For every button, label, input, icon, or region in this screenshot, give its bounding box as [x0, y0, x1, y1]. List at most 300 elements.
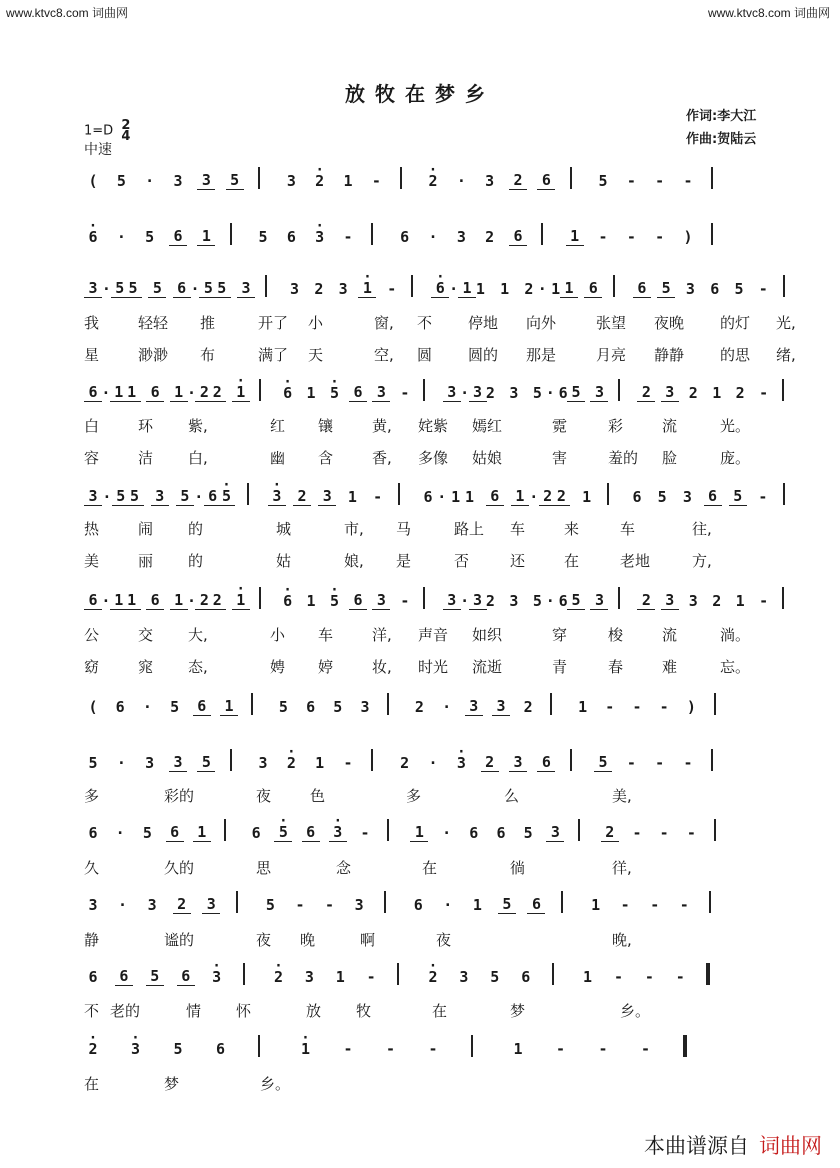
lyric-syllable: 霓	[552, 417, 568, 435]
note: 1	[343, 172, 353, 190]
note: 6	[537, 171, 555, 190]
lyric-syllable: 害	[552, 449, 568, 467]
lyric-syllable: 牧	[356, 1002, 372, 1020]
barline	[783, 483, 785, 505]
score-row	[80, 478, 768, 508]
note: 2	[173, 895, 191, 914]
sustain-dash: -	[626, 754, 636, 772]
lyric-syllable: 绪,	[776, 346, 796, 364]
note: 5	[657, 279, 675, 298]
lyric-syllable: 窈	[84, 658, 100, 676]
note: 1	[451, 488, 461, 506]
lyric-syllable: 流	[662, 417, 678, 435]
lyric-syllable: 马	[396, 520, 412, 538]
lyric-syllable: 多	[84, 787, 100, 805]
note: 1	[513, 1040, 523, 1058]
sustain-dash: -	[655, 172, 665, 190]
note: 3	[354, 896, 364, 914]
lyric-syllable: 色	[310, 787, 326, 805]
note: 1	[410, 823, 428, 842]
note: 3	[145, 754, 155, 772]
note: 1	[123, 591, 141, 610]
note: 3	[509, 592, 519, 610]
lyric-syllable: 态,	[188, 658, 208, 676]
lyric-syllable: 久	[84, 859, 100, 877]
sustain-dash: -	[400, 592, 410, 610]
note: 2	[712, 592, 722, 610]
final-barline	[683, 1035, 687, 1057]
note: · 6	[279, 384, 297, 402]
paren: (	[88, 698, 98, 716]
barline	[411, 275, 413, 297]
lyric-syllable: 放	[306, 1002, 322, 1020]
note: 3	[290, 280, 300, 298]
note: · 3	[208, 968, 226, 986]
note: 6	[286, 228, 296, 246]
lyric-syllable: 老的	[110, 1002, 141, 1020]
note: · 2	[311, 172, 329, 190]
lyric-syllable: 青	[552, 658, 568, 676]
note: 2	[552, 487, 570, 506]
lyric-syllable: 的思	[720, 346, 751, 364]
score-row	[80, 218, 760, 248]
note: 5	[532, 384, 542, 402]
note: 6	[413, 896, 423, 914]
lyric-syllable: 时光	[418, 658, 449, 676]
lyric-syllable: 天	[308, 346, 324, 364]
sustain-dash: -	[659, 698, 669, 716]
lyrics-r3	[80, 929, 760, 951]
lyric-syllable: 夜	[436, 931, 452, 949]
note: 2	[601, 823, 619, 842]
lyric-syllable: 车	[620, 520, 636, 538]
lyric-syllable: 车	[510, 520, 526, 538]
note: 1	[560, 279, 578, 298]
sustain-dash: -	[759, 384, 769, 402]
note: 3	[202, 895, 220, 914]
note: 3	[338, 280, 348, 298]
lyric-syllable: 光。	[720, 417, 751, 435]
lyric-syllable: 静静	[654, 346, 685, 364]
sustain-dash: -	[683, 754, 693, 772]
barline	[423, 379, 425, 401]
note: · 2	[269, 968, 287, 986]
sustain-dash: -	[555, 1040, 566, 1058]
sustain-dash: -	[758, 280, 768, 298]
lyrics-r1	[80, 785, 760, 807]
dot-mark: ·	[443, 896, 453, 914]
barline	[618, 379, 620, 401]
note: 5	[173, 1040, 183, 1058]
lyric-syllable: 在	[564, 552, 580, 570]
note: 3	[173, 172, 183, 190]
note: 6	[632, 488, 642, 506]
dot-mark: ·	[460, 384, 470, 402]
note: 2	[485, 592, 495, 610]
dot-mark: ·	[449, 280, 459, 298]
note: 3	[84, 279, 102, 298]
note: 5	[199, 279, 217, 298]
lyric-syllable: 么	[504, 787, 520, 805]
dot-mark: ·	[101, 280, 111, 298]
lyrics-v2-d	[80, 656, 760, 678]
lyrics-r2	[80, 857, 760, 879]
lyric-syllable: 流	[662, 626, 678, 644]
lyric-syllable: 不	[417, 314, 433, 332]
sustain-dash: -	[373, 488, 383, 506]
note: 3	[372, 591, 390, 610]
lyric-syllable: 幽	[270, 449, 286, 467]
lyric-syllable: 彩	[608, 417, 624, 435]
sustain-dash: -	[683, 172, 693, 190]
lyric-syllable: 姑	[276, 552, 292, 570]
lyric-syllable: 娘,	[344, 552, 364, 570]
note: 6	[306, 698, 316, 716]
sustain-dash: -	[400, 384, 410, 402]
note: 1	[347, 488, 357, 506]
lyric-syllable: 我	[84, 314, 100, 332]
barline	[714, 819, 716, 841]
lyric-syllable: 空,	[374, 346, 394, 364]
sustain-dash: -	[325, 896, 335, 914]
note: 1	[735, 592, 745, 610]
note: 3	[372, 383, 390, 402]
note: 3	[88, 896, 98, 914]
dot-mark: ·	[145, 172, 155, 190]
barline	[541, 223, 543, 245]
note: 2	[688, 384, 698, 402]
note: 6	[349, 383, 367, 402]
sustain-dash: -	[644, 968, 654, 986]
sustain-dash: -	[343, 1040, 353, 1058]
note: · 1	[358, 279, 376, 298]
lyric-syllable: 多像	[418, 449, 449, 467]
note: 1	[170, 383, 188, 402]
lyric-syllable: 徜	[510, 859, 526, 877]
lyric-syllable: 向外	[526, 314, 557, 332]
lyric-syllable: 乡。	[620, 1002, 651, 1020]
note: 1	[197, 227, 215, 246]
dot-mark: ·	[437, 488, 447, 506]
lyricist: 作词:李大江	[686, 109, 757, 124]
time-top: 2	[121, 118, 131, 133]
lyric-syllable: 洋,	[372, 626, 392, 644]
dot-mark: ·	[428, 228, 438, 246]
lyric-syllable: 脸	[662, 449, 678, 467]
note: 5	[226, 171, 244, 190]
score-row	[80, 744, 760, 774]
sustain-dash: -	[343, 228, 353, 246]
barline	[259, 379, 261, 401]
barline	[570, 749, 572, 771]
lyric-syllable: 容	[84, 449, 100, 467]
lyric-syllable: 谧的	[164, 931, 195, 949]
sustain-dash: -	[655, 228, 665, 246]
note: 5	[176, 487, 194, 506]
score-row	[80, 688, 760, 718]
note: 3	[197, 171, 215, 190]
barline	[711, 749, 713, 771]
note: · 6	[84, 228, 102, 246]
note: 6	[115, 967, 133, 986]
note: 3	[456, 228, 466, 246]
note: · 1	[297, 1040, 315, 1058]
lyric-syllable: 声音	[418, 626, 449, 644]
lyric-syllable: 忘。	[720, 658, 751, 676]
note: 5	[523, 824, 533, 842]
lyric-syllable: 梦	[164, 1075, 180, 1093]
note: 6	[633, 279, 651, 298]
note: · 2	[424, 968, 442, 986]
note: 5	[278, 698, 288, 716]
note: 1	[465, 488, 475, 506]
barline	[578, 819, 580, 841]
note: 5	[148, 279, 166, 298]
barline	[387, 819, 389, 841]
note: 6	[469, 824, 479, 842]
note: 3	[469, 383, 487, 402]
time-signature	[121, 120, 130, 142]
note: 2	[400, 754, 410, 772]
sustain-dash: -	[605, 698, 615, 716]
lyric-syllable: 布	[200, 346, 216, 364]
lyric-syllable: 推	[200, 314, 216, 332]
sustain-dash: -	[343, 754, 353, 772]
lyric-syllable: 窗,	[374, 314, 394, 332]
barline	[258, 1035, 260, 1057]
lyric-syllable: 念	[336, 859, 352, 877]
sustain-dash: -	[428, 1040, 438, 1058]
note: 5	[116, 172, 126, 190]
dot-mark: ·	[537, 280, 547, 298]
note: 3	[151, 487, 169, 506]
barline	[236, 891, 238, 913]
lyric-syllable: 圆	[417, 346, 433, 364]
note: 6	[146, 591, 164, 610]
note: 3	[546, 823, 564, 842]
key-label: 1=D	[84, 123, 114, 139]
sustain-dash: -	[650, 896, 660, 914]
note: 3	[485, 172, 495, 190]
paren: )	[686, 698, 696, 716]
lyric-syllable: 在	[422, 859, 438, 877]
song-title: 放牧在梦乡	[345, 82, 495, 106]
sustain-dash: -	[640, 1040, 651, 1058]
dot-mark: ·	[116, 754, 126, 772]
lyric-syllable: 乡。	[260, 1075, 291, 1093]
note: 6	[527, 895, 545, 914]
lyric-syllable: 紫,	[188, 417, 208, 435]
lyric-syllable: 梦	[510, 1002, 526, 1020]
lyric-syllable: 城	[276, 520, 292, 538]
note: 2	[523, 698, 533, 716]
lyric-syllable: 小	[270, 626, 286, 644]
note: 6	[537, 753, 555, 772]
lyrics-v2-b	[80, 447, 760, 469]
lyric-syllable: 小	[308, 314, 324, 332]
note: 3	[661, 591, 679, 610]
sustain-dash: -	[679, 896, 689, 914]
footer-brand-link[interactable]: 词曲网	[759, 1134, 822, 1158]
note: 2	[195, 383, 213, 402]
sustain-dash: -	[360, 824, 370, 842]
lyric-syllable: 夜	[256, 931, 272, 949]
lyric-syllable: 停地	[468, 314, 499, 332]
barline	[711, 167, 713, 189]
lyrics-v2-a	[80, 344, 796, 366]
sustain-dash: -	[655, 754, 665, 772]
lyric-syllable: 穿	[552, 626, 568, 644]
lyric-syllable: 开了	[258, 314, 289, 332]
note: 1	[472, 896, 482, 914]
sustain-dash: -	[598, 1040, 608, 1058]
dot-mark: ·	[142, 698, 152, 716]
barline	[259, 587, 261, 609]
note: 1	[306, 384, 316, 402]
score-row	[80, 814, 760, 844]
lyric-syllable: 光,	[776, 314, 796, 332]
note: 6	[584, 279, 602, 298]
note: 1	[220, 697, 238, 716]
barline	[471, 1035, 473, 1057]
lyric-syllable: 春	[608, 658, 624, 676]
barline	[265, 275, 267, 297]
note: 6	[521, 968, 531, 986]
note: 5	[124, 279, 142, 298]
lyric-syllable: 在	[432, 1002, 448, 1020]
note: 1	[110, 383, 128, 402]
note: 5	[88, 754, 98, 772]
note: 3	[469, 591, 487, 610]
note: 3	[509, 384, 519, 402]
barline	[398, 483, 400, 505]
lyric-syllable: 老地	[620, 552, 651, 570]
note: 1	[511, 487, 529, 506]
lyric-syllable: 姑娘	[472, 449, 503, 467]
lyric-syllable: 美,	[612, 787, 632, 805]
lyric-syllable: 情	[186, 1002, 202, 1020]
note: 6	[349, 591, 367, 610]
dot-mark: ·	[545, 384, 555, 402]
note: 1	[591, 896, 601, 914]
sustain-dash: -	[632, 824, 642, 842]
barline	[371, 223, 373, 245]
note: 6	[88, 968, 98, 986]
lyric-syllable: 来	[564, 520, 580, 538]
lyric-syllable: 往,	[692, 520, 712, 538]
lyric-syllable: 否	[454, 552, 470, 570]
note: 5	[142, 824, 152, 842]
lyric-syllable: 妆,	[372, 658, 392, 676]
note: 3	[590, 383, 608, 402]
lyric-syllable: 月亮	[596, 346, 627, 364]
note: 1	[306, 592, 316, 610]
barline	[709, 891, 711, 913]
note: · 6	[279, 592, 297, 610]
lyrics-v1-d	[80, 624, 760, 646]
lyric-syllable: 淌。	[720, 626, 751, 644]
note: 2	[314, 280, 324, 298]
note: · 2	[424, 172, 442, 190]
note: 1	[551, 280, 561, 298]
note: · 5	[326, 384, 344, 402]
note: 1	[458, 279, 476, 298]
lyric-syllable: 张望	[596, 314, 627, 332]
sustain-dash: -	[613, 968, 623, 986]
lyric-syllable: 的	[188, 552, 204, 570]
barline	[230, 749, 232, 771]
note: 6	[486, 487, 504, 506]
lyric-syllable: 方,	[692, 552, 712, 570]
source-footer	[644, 1130, 822, 1160]
note: · 3	[329, 823, 347, 842]
time-bottom: 4	[121, 129, 131, 144]
barline	[552, 963, 554, 985]
score-row	[80, 162, 760, 192]
dot-mark: ·	[118, 896, 128, 914]
barline	[247, 483, 249, 505]
note: 6	[173, 279, 191, 298]
header-left-url: www.ktvc8.com 词曲网	[6, 6, 129, 20]
header-right-url: www.ktvc8.com 词曲网	[707, 6, 830, 20]
note: 6	[558, 592, 568, 610]
note: 2	[293, 487, 311, 506]
note: 6	[509, 227, 527, 246]
note: 2	[637, 591, 655, 610]
note: 2	[208, 591, 226, 610]
note: 2	[524, 280, 534, 298]
lyric-syllable: 还	[510, 552, 526, 570]
lyrics-r4	[80, 1000, 760, 1022]
note: 5	[112, 487, 130, 506]
lyric-syllable: 丽	[138, 552, 154, 570]
sustain-dash: -	[686, 824, 696, 842]
note: 3	[661, 383, 679, 402]
lyric-syllable: 交	[138, 626, 154, 644]
note: 3	[459, 968, 469, 986]
score-row	[80, 886, 760, 916]
lyric-syllable: 夜	[256, 787, 272, 805]
lyric-syllable: 的灯	[720, 314, 751, 332]
barline	[613, 275, 615, 297]
lyric-syllable: 嫣红	[472, 417, 503, 435]
note: 6	[204, 487, 222, 506]
note: 2	[539, 487, 557, 506]
lyric-syllable: 白	[84, 417, 100, 435]
lyric-syllable: 多	[406, 787, 422, 805]
lyric-syllable: 窕	[138, 658, 154, 676]
note: 1	[110, 591, 128, 610]
lyric-syllable: 久的	[164, 859, 195, 877]
note: · 3	[452, 754, 470, 772]
lyric-syllable: 彩的	[164, 787, 195, 805]
note: 5	[598, 172, 608, 190]
dot-mark: ·	[115, 824, 125, 842]
barline	[714, 693, 716, 715]
note: 5	[170, 698, 180, 716]
dot-mark: ·	[194, 488, 204, 506]
barline	[384, 891, 386, 913]
note: 3	[147, 896, 157, 914]
note: 5	[213, 279, 231, 298]
lyric-syllable: 羞的	[608, 449, 639, 467]
note: 5	[258, 228, 268, 246]
note: 1	[315, 754, 325, 772]
lyric-syllable: 美	[84, 552, 100, 570]
lyric-syllable: 梭	[608, 626, 624, 644]
note: 3	[443, 591, 461, 610]
sustain-dash: -	[620, 896, 630, 914]
